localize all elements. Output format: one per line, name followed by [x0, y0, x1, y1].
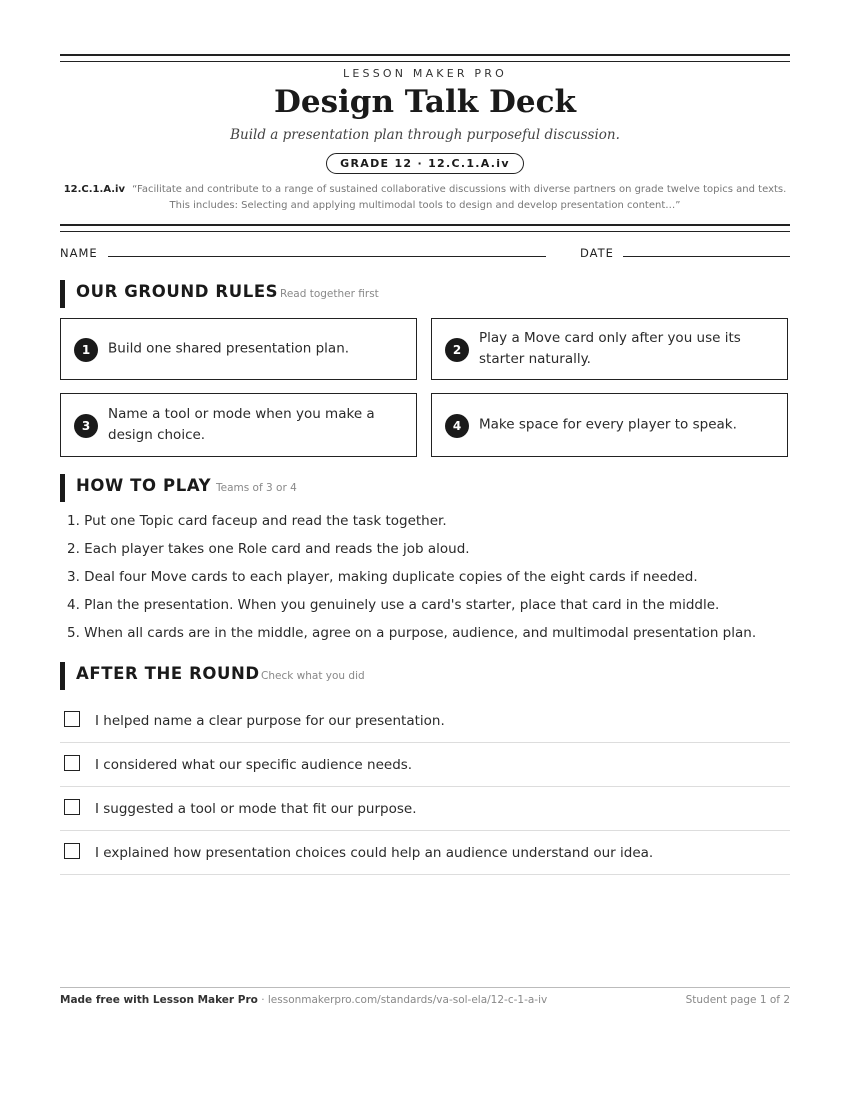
date-label: DATE	[580, 246, 614, 260]
checklist-text: I considered what our specific audience needs.	[95, 757, 413, 773]
rule-number-badge: 4	[445, 414, 469, 438]
standard-text: “Facilitate and contribute to a range of sustained collaborative discussions with diverse partners on grade twelve topics and texts. This includes: Selecting and applying multimodal tools to design and develop presentation content…”	[132, 184, 787, 211]
section-hint: Read together first	[280, 288, 379, 300]
grade-badge: GRADE 12 · 12.C.1.A.iv	[326, 153, 524, 174]
checklist-item	[60, 699, 790, 743]
rule-number-badge: 2	[445, 338, 469, 362]
ground-rule-card	[60, 393, 417, 457]
ground-rules-section-header	[60, 280, 790, 308]
checkbox[interactable]	[64, 711, 80, 727]
section-hint: Teams of 3 or 4	[216, 482, 297, 494]
footer-made-with: Made free with Lesson Maker Pro	[60, 994, 258, 1006]
checklist-text: I helped name a clear purpose for our presentation.	[95, 713, 445, 729]
page-subtitle: Build a presentation plan through purposeful discussion.	[230, 127, 620, 143]
checkbox[interactable]	[64, 799, 80, 815]
checklist-text: I explained how presentation choices could help an audience understand our idea.	[95, 845, 654, 861]
date-field[interactable]	[623, 256, 790, 257]
standard-description	[60, 182, 790, 214]
checklist-item	[60, 787, 790, 831]
rule-text: Play a Move card only after you use its starter naturally.	[479, 330, 741, 367]
checkbox[interactable]	[64, 755, 80, 771]
checklist-item	[60, 743, 790, 787]
section-bar	[60, 662, 65, 690]
list-item: 3. Deal four Move cards to each player, making duplicate copies of the eight cards if needed.	[67, 569, 698, 585]
section-heading: OUR GROUND RULES	[76, 282, 279, 301]
brand-name: LESSON MAKER PRO	[343, 67, 507, 80]
page-title: Design Talk Deck	[273, 84, 577, 120]
grade-badge-wrap	[60, 152, 790, 174]
section-heading: HOW TO PLAY	[76, 476, 212, 495]
ground-rule-card	[431, 393, 788, 457]
list-item: 1. Put one Topic card faceup and read the task together.	[67, 513, 447, 529]
header-bottom-rule	[60, 224, 790, 232]
how-to-play-steps	[67, 509, 790, 649]
after-round-section-header	[60, 662, 790, 690]
rule-number-badge: 1	[74, 338, 98, 362]
list-item: 5. When all cards are in the middle, agree on a purpose, audience, and multimodal presentation plan.	[67, 625, 757, 641]
section-bar	[60, 280, 65, 308]
ground-rule-card	[431, 318, 788, 380]
ground-rule-card	[60, 318, 417, 380]
footer-separator: ·	[257, 994, 268, 1006]
checklist-item	[60, 831, 790, 875]
checkbox[interactable]	[64, 843, 80, 859]
rule-text: Make space for every player to speak.	[479, 416, 737, 433]
footer-rule	[60, 987, 790, 988]
footer-url[interactable]: lessonmakerpro.com/standards/va-sol-ela/12-c-1-a-iv	[267, 994, 548, 1006]
rule-text: Name a tool or mode when you make a design choice.	[108, 406, 375, 443]
standard-code: 12.C.1.A.iv	[63, 184, 125, 195]
section-bar	[60, 474, 65, 502]
list-item: 4. Plan the presentation. When you genuinely use a card's starter, place that card in the middle.	[67, 597, 720, 613]
rule-text: Build one shared presentation plan.	[108, 340, 350, 357]
checklist-text: I suggested a tool or mode that fit our purpose.	[95, 801, 417, 817]
name-field[interactable]	[108, 256, 546, 257]
page-indicator: Student page 1 of 2	[685, 994, 790, 1006]
section-hint: Check what you did	[261, 670, 365, 682]
footer	[60, 994, 790, 1006]
top-double-rule	[60, 54, 790, 62]
rule-number-badge: 3	[74, 414, 98, 438]
name-date-fields	[60, 244, 790, 262]
how-to-play-section-header	[60, 474, 790, 502]
section-heading: AFTER THE ROUND	[76, 664, 260, 683]
name-label: NAME	[60, 246, 98, 260]
list-item: 2. Each player takes one Role card and reads the job aloud.	[67, 541, 470, 557]
